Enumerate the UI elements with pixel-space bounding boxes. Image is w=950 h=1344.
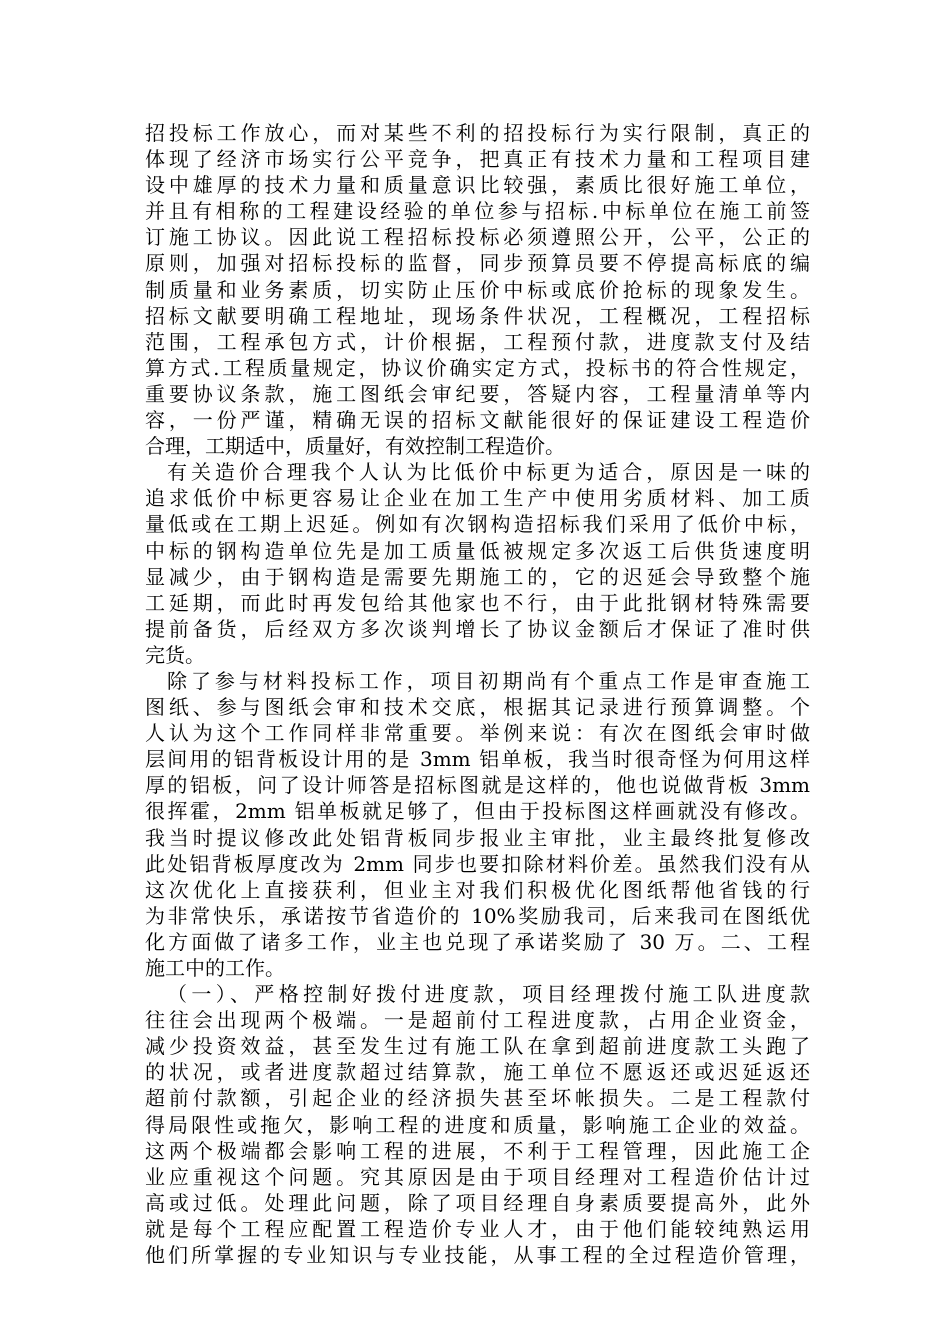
text-line: 超前付款额，引起企业的经济损失甚至坏帐损失。二是工程款付 — [145, 1086, 810, 1111]
text-line: 合理，工期适中，质量好，有效控制工程造价。 — [145, 434, 565, 459]
text-line: 人认为这个工作同样非常重要。举例来说：有次在图纸会审时做 — [145, 721, 810, 746]
text-line: 就是每个工程应配置工程造价专业人才，由于他们能较纯熟运用 — [145, 1216, 810, 1241]
text-line: 招标文献要明确工程地址，现场条件状况，工程概况，工程招标 — [145, 303, 810, 328]
text-line: 订施工协议。因此说工程招标投标必须遵照公开，公平，公正的 — [145, 225, 810, 250]
text-line: 量低或在工期上迟延。例如有次钢构造招标我们采用了低价中标， — [145, 512, 810, 537]
text-line: 他们所掌握的专业知识与专业技能，从事工程的全过程造价管理， — [145, 1243, 810, 1268]
text-line: 提前备货，后经双方多次谈判增长了协议金额后才保证了准时供 — [145, 616, 810, 641]
text-line: 往往会出现两个极端。一是超前付工程进度款，占用企业资金， — [145, 1008, 810, 1033]
text-line: 并且有相称的工程建设经验的单位参与招标.中标单位在施工前签 — [145, 199, 810, 224]
text-line: 减少投资效益，甚至发生过有施工队在拿到超前进度款工头跑了 — [145, 1034, 810, 1059]
text-line: 追求低价中标更容易让企业在加工生产中使用劣质材料、加工质 — [145, 486, 810, 511]
text-line: 招投标工作放心，而对某些不利的招投标行为实行限制，真正的 — [145, 121, 810, 145]
text-line: 有关造价合理我个人认为比低价中标更为适合，原因是一味的 — [167, 460, 810, 485]
document-body — [145, 120, 810, 1268]
text-line: 化方面做了诸多工作，业主也兑现了承诺奖励了 30 万。二、工程 — [145, 929, 810, 954]
text-line: 厚的铝板，问了设计师答是招标图就是这样的，他也说做背板 3mm — [145, 773, 810, 798]
text-line: 得局限性或拖欠，影响工程的进度和质量，影响施工企业的效益。 — [145, 1112, 810, 1137]
text-line: 此处铝背板厚度改为 2mm 同步也要扣除材料价差。虽然我们没有从 — [145, 851, 810, 876]
text-line: 层间用的铝背板设计用的是 3mm 铝单板，我当时很奇怪为何用这样 — [145, 747, 810, 772]
text-line: 设中雄厚的技术力量和质量意识比较强，素质比很好施工单位， — [145, 173, 810, 198]
text-line: 工延期，而此时再发包给其他家也不行，由于此批钢材特殊需要 — [145, 590, 810, 615]
text-line: 这次优化上直接获利，但业主对我们积极优化图纸帮他省钱的行 — [145, 877, 810, 902]
text-line: 体现了经济市场实行公平竞争，把真正有技术力量和工程项目建 — [145, 147, 810, 172]
text-line: 完货。 — [145, 642, 205, 667]
text-line: 这两个极端都会影响工程的进展，不利于工程管理，因此施工企 — [145, 1138, 810, 1163]
text-line: 我当时提议修改此处铝背板同步报业主审批，业主最终批复修改 — [145, 825, 810, 850]
text-line: 显减少，由于钢构造是需要先期施工的，它的迟延会导致整个施 — [145, 564, 810, 589]
text-line: 图纸、参与图纸会审和技术交底，根据其记录进行预算调整。个 — [145, 695, 810, 720]
text-line: 范围，工程承包方式，计价根据，工程预付款，进度款支付及结 — [145, 329, 810, 354]
text-line: 除了参与材料投标工作，项目初期尚有个重点工作是审查施工 — [167, 668, 810, 693]
text-line: 施工中的工作。 — [145, 956, 285, 980]
text-line: （一）、严格控制好拨付进度款，项目经理拨付施工队进度款 — [167, 982, 810, 1007]
text-line: 原则，加强对招标投标的监督，同步预算员要不停提高标底的编 — [145, 251, 810, 276]
text-line: 为非常快乐，承诺按节省造价的 10%奖励我司，后来我司在图纸优 — [145, 903, 810, 928]
text-line: 业应重视这个问题。究其原因是由于项目经理对工程造价估计过 — [145, 1164, 810, 1189]
text-line: 很挥霍，2mm 铝单板就足够了，但由于投标图这样画就没有修改。 — [145, 799, 810, 824]
text-line: 高或过低。处理此问题，除了项目经理自身素质要提高外，此外 — [145, 1190, 810, 1215]
text-line: 容，一份严谨，精确无误的招标文献能很好的保证建设工程造价 — [145, 408, 810, 433]
text-line: 重要协议条款，施工图纸会审纪要，答疑内容，工程量清单等内 — [145, 381, 810, 406]
text-line: 算方式.工程质量规定，协议价确实定方式，投标书的符合性规定， — [145, 355, 810, 380]
text-line: 中标的钢构造单位先是加工质量低被规定多次返工后供货速度明 — [145, 538, 810, 563]
text-line: 制质量和业务素质，切实防止压价中标或底价抢标的现象发生。 — [145, 277, 810, 302]
text-line: 的状况，或者进度款超过结算款，施工单位不愿返还或迟延返还 — [145, 1060, 810, 1085]
